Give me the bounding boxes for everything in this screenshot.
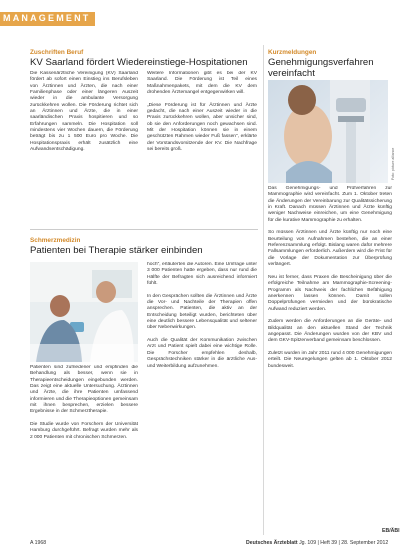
journal-issue: Jg. 109 | Heft 39 | 28. September 2012 <box>299 540 389 546</box>
article1-column-2: Weitere Informationen gibt es bei der KV Saarland. Die Förderung ist Teil eines Maßnahmenpakets, mit dem die KV dem drohenden Ärztemangel entgegenwirken will. „Diese Förderung ist für Ärztinnen und Ärzte gedacht, die nach einer Auszeit wieder in die Praxis zurückkehren wollen, aber unsicher sind, ob sie den Anforderungen noch gewachsen sind. Mit der Hospitation können sie in einem geschützten Rahmen wieder Fuß fassen“, erklärte der Vorstandsvorsitzende der KV. Die Nachfrage sei bereits groß. <box>147 71 257 153</box>
article2-kicker: Kurzmeldungen <box>268 49 317 56</box>
article1-column-1: Die Kassenärztliche Vereinigung (KV) Saarland fördert ab sofort einen Einstieg ins Berufsleben von Ärztinnen und Ärzten, die nach einer Familienphase oder einer längeren Auszeit wieder in die ambulante Versorgung zurückkehren wollen. Die Förderung richtet sich an Ärztinnen und Ärzte, die in einer saarländischen Praxis hospitieren und so Erfahrungen sammeln. Die Hospitation soll mindestens vier Wochen dauern, die Förderung beträgt bis zu 1 500 Euro pro Woche. Die Hospitationspraxis erhält zusätzlich eine Aufwandsentschädigung. <box>30 71 138 153</box>
photo-credit: Foto: picture alliance <box>391 147 395 180</box>
section-divider <box>30 229 258 230</box>
column-divider <box>263 45 264 535</box>
article2-column: Das Genehmigungs- und Prüfverfahren zur Mammographie wird vereinfacht. Zum 1. Oktober treten die Änderungen der Vereinbarung zur Qualitätssicherung in Kraft. Danach müssen Ärztinnen und Ärzte künftig weniger Nachweise einreichen, um eine Genehmigung für die kurative Mammographie zu erhalten. So müssen Ärztinnen und Ärzte künftig nur noch eine Beurteilung von Aufnahmen bestehen, die an einer Referenzsammlung erfolgt. Bislang waren dafür mehrere Fallsammlungen erforderlich. Außerdem wird die Frist für die Vorlage der Dokumentation zur Überprüfung verlängert. Neu ist ferner, dass Praxen die Bescheinigung über die erfolgreiche Teilnahme am Mammographie-Screening-Programm als Nachweis der fachlichen Befähigung anerkennen lassen können. Damit sollen Doppelprüfungen vermieden und der bürokratische Aufwand reduziert werden. Zudem werden die Anforderungen an die Geräte- und Bildqualität an den aktuellen Stand der Technik angepasst. Die Änderungen wurden von der KBV und dem GKV-Spitzenverband gemeinsam beschlossen. Zuletzt wurden im Jahr 2011 rund 4 000 Genehmigungen erteilt. Die Neuregelungen gelten ab 1. Oktober 2012 bundesweit. <box>268 186 392 369</box>
article3-column-middle: hoch“, erläuterten die Autoren. Eine Umfrage unter 3 000 Patienten hatte ergeben, dass nur rund die Hälfte der Befragten sich ausreichend informiert fühlt. In den Gesprächen sollten die Ärztinnen und Ärzte die Vor- und Nachteile der Therapien offen ansprechen. Patienten, die aktiv an der Entscheidung beteiligt wurden, berichteten über eine deutlich bessere Lebensqualität und seltener über Nebenwirkungen. Auch die Qualität der Kommunikation zwischen Arzt und Patient spielt dabei eine wichtige Rolle. Die Forscher empfehlen deshalb, Gesprächstechniken stärker in die ärztliche Aus- und Weiterbildung aufzunehmen. <box>147 262 257 369</box>
article3-kicker: Schmerzmedizin <box>30 237 81 244</box>
doctor-patient-photo <box>30 262 138 362</box>
article1-headline: KV Saarland fördert Wiedereinstiege-Hospitationen <box>30 57 248 68</box>
page-number: A 1968 <box>30 540 47 546</box>
article1-kicker: Zuschriften Beruf <box>30 49 84 56</box>
section-title: MANAGEMENT <box>3 13 91 23</box>
article2-headline: Genehmigungsverfahren vereinfacht <box>268 57 374 79</box>
footer-journal <box>246 540 388 546</box>
article2-signature: EB/ÄBl <box>382 528 400 534</box>
article3-column-left: Patienten sind zufriedener und empfinden die Behandlung als besser, wenn sie in Therapieentscheidungen eingebunden werden. Das zeigt eine aktuelle Untersuchung. Ärztinnen und Ärzte, die ihre Patienten umfassend informieren und die Therapieoptionen gemeinsam mit ihnen besprechen, erzielen bessere Ergebnisse in der Schmerztherapie. Die Studie wurde von Forschern der Universität Hamburg durchgeführt. Befragt wurden mehr als 2 000 Patienten mit chronischen Schmerzen. <box>30 365 138 440</box>
article3-headline: Patienten bei Therapie stärker einbinden <box>30 245 203 256</box>
journal-name: Deutsches Ärzteblatt <box>246 540 298 546</box>
mammography-photo <box>268 80 388 183</box>
